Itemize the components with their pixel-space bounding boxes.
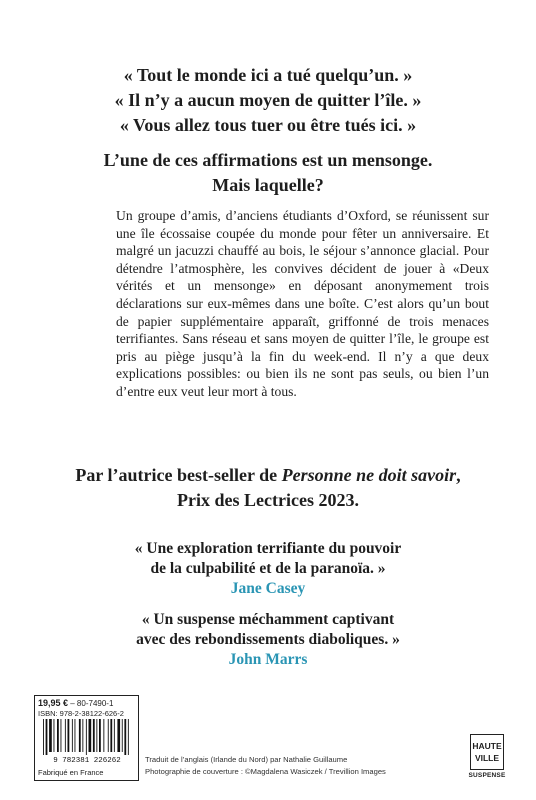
review-line: « Un suspense méchamment captivant — [141, 611, 395, 628]
review-quote — [0, 539, 536, 599]
author-line — [0, 463, 536, 488]
review-quote — [0, 610, 536, 670]
author-suffix: , — [456, 465, 461, 485]
question-line: L’une de ces affirmations est un mensonge. — [103, 150, 433, 170]
barcode-bar — [54, 719, 55, 752]
barcode-bar — [43, 719, 44, 755]
barcode-digits: 9 782381 226262 — [53, 757, 121, 763]
barcode-bar — [61, 719, 62, 752]
quote-line: « Il n’y a aucun moyen de quitter l’île. » — [114, 90, 422, 110]
barcode-bar — [96, 719, 97, 752]
award-line: Prix des Lectrices 2023. — [177, 490, 359, 510]
previous-book-title: Personne ne doit savoir — [281, 465, 457, 485]
reviewer-name: Jane Casey — [230, 580, 306, 597]
barcode-bar — [122, 719, 123, 752]
author-credentials — [0, 463, 536, 513]
barcode-bar — [110, 719, 112, 752]
logo-line: VILLE — [474, 753, 500, 763]
barcode-bar — [65, 719, 66, 752]
barcode-bar — [103, 719, 104, 752]
barcode-bar — [86, 719, 87, 755]
barcode-bar — [49, 719, 52, 752]
barcode-bar — [114, 719, 115, 752]
collection-label: SUSPENSE — [468, 772, 506, 779]
barcode-bar — [75, 719, 76, 752]
photo-credit: Photographie de couverture : ©Magdalena Wasiczek / Trevillion Images — [145, 767, 386, 776]
synopsis — [116, 207, 489, 401]
barcode-bar — [82, 719, 83, 752]
question-line: Mais laquelle? — [212, 175, 324, 195]
publisher-logo — [470, 734, 504, 770]
barcode-bar — [68, 719, 70, 752]
price-line — [38, 698, 113, 708]
barcode-bar — [93, 719, 95, 752]
review-line: avec des rebondissements diaboliques. » — [136, 631, 400, 648]
barcode-bar — [99, 719, 101, 752]
translation-credit: Traduit de l’anglais (Irlande du Nord) par Nathalie Guillaume — [145, 755, 348, 764]
product-code: – 80-7490-1 — [68, 699, 114, 708]
credits — [145, 754, 425, 778]
barcode-bar — [46, 719, 48, 755]
barcode-image — [39, 719, 135, 763]
price: 19,95 € — [38, 698, 69, 708]
barcode-box — [34, 695, 139, 781]
reviewer-name: John Marrs — [228, 651, 308, 668]
made-in-label: Fabriqué en France — [38, 768, 104, 777]
barcode-bar — [79, 719, 81, 752]
opening-quotes — [0, 63, 536, 138]
barcode-bar — [89, 719, 92, 752]
review-line: « Une exploration terrifiante du pouvoir — [134, 540, 402, 557]
isbn: ISBN: 978-2-38122-626-2 — [38, 709, 124, 718]
barcode-bar — [124, 719, 126, 755]
barcode-bar — [128, 719, 129, 755]
synopsis-text: Un groupe d’amis, d’anciens étudiants d’Oxford, se réunissent sur une île écossaise coupée du monde pour fêter un anniversaire. Et malgré un jacuzzi chauffé au bois, le séjour s’annonce glacial. Pour détendre l’atmosphère, les convives décident de jouer à «Deux vérités et un mensonge» en déposant anonymement trois déclarations sur eux-mêmes dans une boîte. C’est alors qu’un bout de papier supplémentaire apparaît, griffonné de trois menaces terrifiantes. Sans réseau et sans moyen de quitter l’île, le groupe est pris au piège jusqu’à la fin du week-end. Il n’y a que deux explications possibles: ou bien ils ne sont pas seuls, ou bien l’un d’entre eux veut leur mort à tous. — [116, 208, 489, 399]
logo-line: HAUTE — [472, 741, 502, 751]
quote-line: « Tout le monde ici a tué quelqu’un. » — [123, 65, 413, 85]
author-prefix: Par l’autrice best-seller de — [75, 465, 282, 485]
barcode-bar — [108, 719, 109, 752]
barcode-bar — [117, 719, 120, 752]
barcode-bar — [57, 719, 59, 752]
quote-line: « Vous allez tous tuer ou être tués ici. » — [119, 115, 417, 135]
barcode-bar — [72, 719, 73, 752]
review-line: de la culpabilité et de la paranoïa. » — [150, 560, 386, 577]
question-block — [0, 148, 536, 198]
